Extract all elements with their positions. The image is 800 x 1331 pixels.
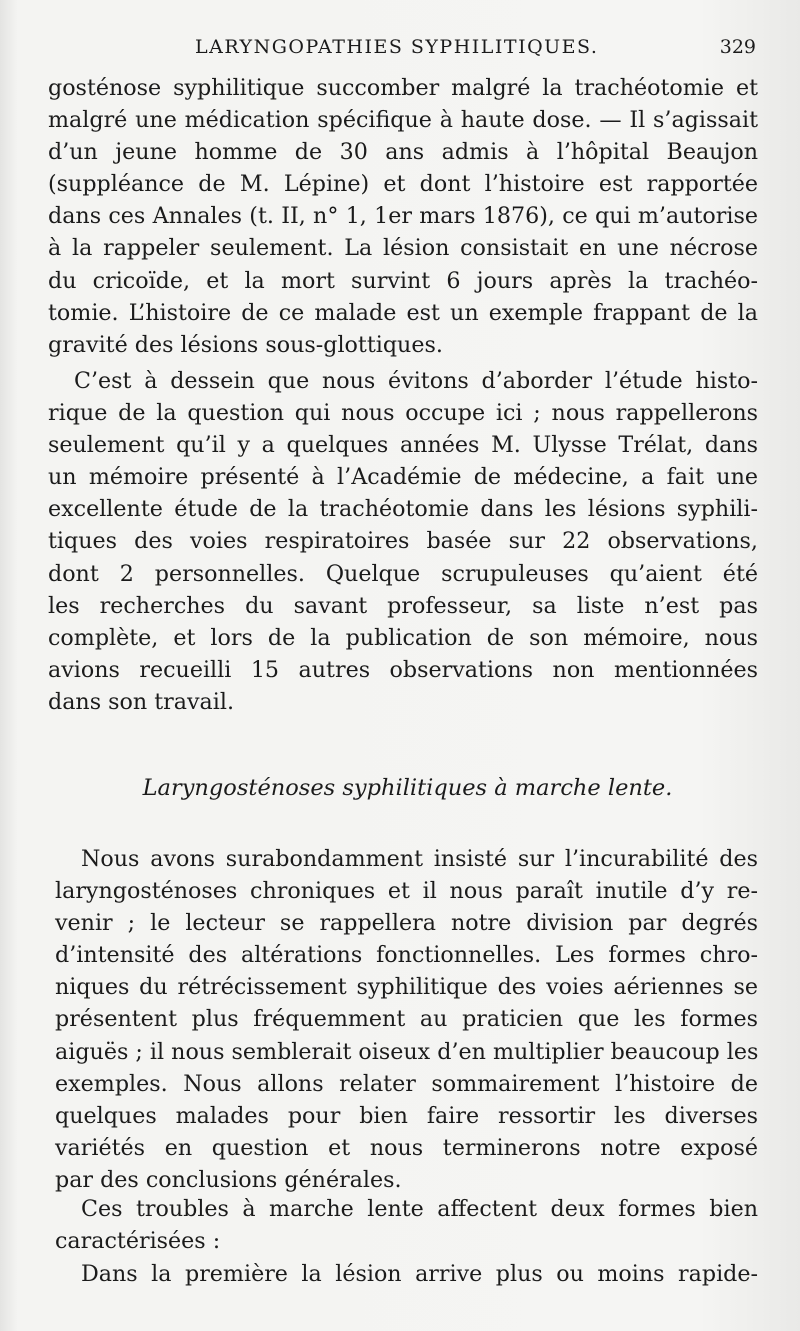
text-line: exemples. Nous allons relater sommairement l’histoire de	[55, 1070, 758, 1097]
text-line: caractérisées :	[55, 1228, 221, 1255]
page-number: 329	[719, 36, 756, 58]
text-line: gosténose syphilitique succomber malgré la trachéotomie et	[48, 75, 758, 101]
running-title: LARYNGOPATHIES SYPHILITIQUES.	[195, 36, 599, 58]
paragraph-4	[55, 1193, 758, 1257]
text-line: dans son travail.	[48, 688, 235, 715]
page-header	[0, 36, 800, 66]
text-line: variétés en question et nous terminerons notre exposé	[55, 1134, 758, 1161]
paragraph-5	[55, 1258, 758, 1290]
text-line: excellente étude de la trachéotomie dans les lésions syphili-	[48, 496, 758, 523]
text-line: (suppléance de M. Lépine) et dont l’histoire est rapportée	[48, 171, 758, 198]
text-line: laryngosténoses chroniques et il nous paraît inutile d’y re-	[55, 878, 758, 905]
paragraph-2	[48, 365, 758, 718]
text-line: niques du rétrécissement syphilitique des voies aériennes se	[55, 974, 758, 1001]
text-line: malgré une médication spécifique à haute dose. — Il s’agissait	[48, 107, 758, 134]
text-line: par des conclusions générales.	[55, 1166, 402, 1193]
text-line: d’intensité des altérations fonctionnelles. Les formes chro-	[55, 942, 758, 969]
text-line: tiques des voies respiratoires basée sur 22 observations,	[48, 528, 758, 555]
text-line: à la rappeler seulement. La lésion consistait en une nécrose	[48, 235, 758, 262]
text-line: du cricoïde, et la mort survint 6 jours après la trachéo-	[48, 267, 758, 294]
text-line: aiguës ; il nous semblerait oiseux d’en multiplier beaucoup les	[55, 1038, 759, 1065]
text-line: tomie. L’histoire de ce malade est un exemple frappant de la	[48, 299, 758, 326]
paragraph-1	[48, 72, 758, 361]
text-line: C’est à dessein que nous évitons d’aborder l’étude histo-	[74, 368, 758, 394]
text-line: rique de la question qui nous occupe ici ; nous rappellerons	[48, 400, 758, 427]
text-line: Dans la première la lésion arrive plus ou moins rapide-	[81, 1261, 758, 1287]
paragraph-3	[55, 843, 758, 1196]
text-line: seulement qu’il y a quelques années M. Ulysse Trélat, dans	[48, 432, 758, 459]
text-line: dans ces Annales (t. II, n° 1, 1er mars 1876), ce qui m’autorise	[48, 203, 758, 230]
text-line: un mémoire présenté à l’Académie de médecine, a fait une	[48, 464, 758, 491]
text-line: dont 2 personnelles. Quelque scrupuleuses qu’aient été	[48, 560, 758, 587]
text-line: complète, et lors de la publication de son mémoire, nous	[48, 624, 758, 651]
text-line: les recherches du savant professeur, sa liste n’est pas	[48, 592, 758, 619]
text-line: Nous avons surabondamment insisté sur l’incurabilité des	[81, 846, 758, 872]
text-line: présentent plus fréquemment au praticien que les formes	[55, 1006, 758, 1033]
text-line: Ces troubles à marche lente affectent deux formes bien	[81, 1196, 758, 1222]
text-line: avions recueilli 15 autres observations non mentionnées	[48, 656, 758, 683]
section-heading: Laryngosténoses syphilitiques à marche lente.	[142, 775, 673, 801]
text-line: gravité des lésions sous-glottiques.	[48, 331, 443, 358]
text-line: d’un jeune homme de 30 ans admis à l’hôpital Beaujon	[48, 139, 758, 166]
text-line: venir ; le lecteur se rappellera notre division par degrés	[55, 910, 758, 937]
text-line: quelques malades pour bien faire ressortir les diverses	[55, 1102, 758, 1129]
